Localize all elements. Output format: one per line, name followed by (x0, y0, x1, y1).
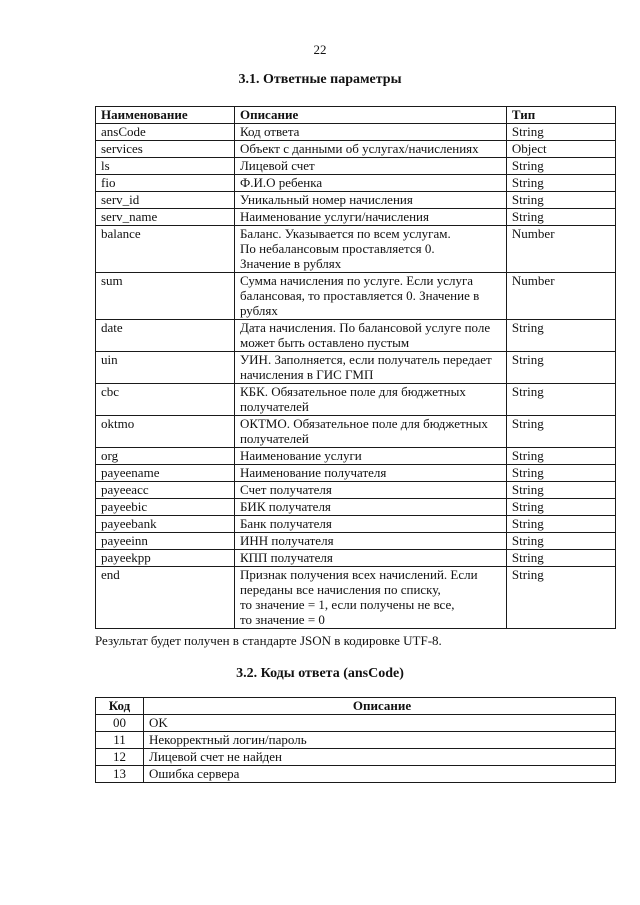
response-code-description: Некорректный логин/пароль (144, 732, 616, 749)
param-name: date (96, 320, 235, 352)
param-description: УИН. Заполняется, если получатель передает начисления в ГИС ГМП (234, 352, 506, 384)
param-type: String (506, 499, 615, 516)
param-name: uin (96, 352, 235, 384)
table-header-row (96, 107, 616, 124)
column-header-type: Тип (506, 107, 615, 124)
param-type: String (506, 192, 615, 209)
param-name: org (96, 448, 235, 465)
table-row (96, 715, 616, 732)
response-code-description: Лицевой счет не найден (144, 749, 616, 766)
table-row (96, 499, 616, 516)
table-row (96, 465, 616, 482)
param-type: String (506, 482, 615, 499)
column-header-description: Описание (144, 698, 616, 715)
param-type: Number (506, 226, 615, 273)
table-row (96, 567, 616, 629)
param-description: Объект с данными об услугах/начислениях (234, 141, 506, 158)
param-description: Признак получения всех начислений. Если переданы все начисления по списку, то значение = 1, если получены не все, то значение = 0 (234, 567, 506, 629)
page-number: 22 (313, 42, 327, 57)
table-row (96, 141, 616, 158)
result-format-note: Результат будет получен в стандарте JSON в кодировке UTF-8. (95, 633, 442, 648)
section-title-response-codes: 3.2. Коды ответа (ansCode) (236, 666, 404, 681)
param-description: Наименование услуги/начисления (234, 209, 506, 226)
param-name: payeebank (96, 516, 235, 533)
param-name: ansCode (96, 124, 235, 141)
param-type: String (506, 516, 615, 533)
response-codes-table (95, 697, 616, 783)
table-row (96, 320, 616, 352)
table-row (96, 516, 616, 533)
param-type: String (506, 567, 615, 629)
response-codes-body (96, 715, 616, 783)
param-description: Код ответа (234, 124, 506, 141)
param-type: Object (506, 141, 615, 158)
param-description: КБК. Обязательное поле для бюджетных получателей (234, 384, 506, 416)
param-description: КПП получателя (234, 550, 506, 567)
table-row (96, 448, 616, 465)
param-name: balance (96, 226, 235, 273)
param-name: payeeinn (96, 533, 235, 550)
param-name: payeename (96, 465, 235, 482)
param-type: String (506, 175, 615, 192)
table-row (96, 482, 616, 499)
response-code: 00 (96, 715, 144, 732)
param-description: Счет получателя (234, 482, 506, 499)
param-name: oktmo (96, 416, 235, 448)
param-type: String (506, 448, 615, 465)
column-header-code: Код (96, 698, 144, 715)
table-row (96, 732, 616, 749)
table-header-row (96, 698, 616, 715)
param-type: String (506, 352, 615, 384)
table-row (96, 124, 616, 141)
param-name: ls (96, 158, 235, 175)
param-type: String (506, 550, 615, 567)
column-header-description: Описание (234, 107, 506, 124)
param-name: payeeacc (96, 482, 235, 499)
param-type: String (506, 158, 615, 175)
table-row (96, 175, 616, 192)
response-params-table (95, 106, 616, 629)
param-description: Лицевой счет (234, 158, 506, 175)
table-row (96, 384, 616, 416)
param-type: Number (506, 273, 615, 320)
param-description: Сумма начисления по услуге. Если услуга балансовая, то проставляется 0. Значение в рублях (234, 273, 506, 320)
param-type: String (506, 384, 615, 416)
table-row (96, 192, 616, 209)
param-type: String (506, 124, 615, 141)
table-row (96, 550, 616, 567)
param-name: sum (96, 273, 235, 320)
param-description: Уникальный номер начисления (234, 192, 506, 209)
param-type: String (506, 320, 615, 352)
param-name: fio (96, 175, 235, 192)
response-code: 12 (96, 749, 144, 766)
table-row (96, 533, 616, 550)
param-description: Баланс. Указывается по всем услугам. По небалансовым проставляется 0. Значение в рублях (234, 226, 506, 273)
param-description: Наименование получателя (234, 465, 506, 482)
param-name: serv_name (96, 209, 235, 226)
param-description: БИК получателя (234, 499, 506, 516)
param-description: Ф.И.О ребенка (234, 175, 506, 192)
column-header-name: Наименование (96, 107, 235, 124)
param-type: String (506, 465, 615, 482)
param-name: payeebic (96, 499, 235, 516)
param-description: ИНН получателя (234, 533, 506, 550)
param-type: String (506, 416, 615, 448)
param-name: serv_id (96, 192, 235, 209)
response-code: 13 (96, 766, 144, 783)
response-code: 11 (96, 732, 144, 749)
table-row (96, 209, 616, 226)
param-description: Дата начисления. По балансовой услуге поле может быть оставлено пустым (234, 320, 506, 352)
param-description: ОКТМО. Обязательное поле для бюджетных получателей (234, 416, 506, 448)
param-description: Банк получателя (234, 516, 506, 533)
table-row (96, 766, 616, 783)
table-row (96, 273, 616, 320)
response-code-description: Ошибка сервера (144, 766, 616, 783)
response-params-body (96, 124, 616, 629)
param-name: end (96, 567, 235, 629)
param-name: cbc (96, 384, 235, 416)
table-row (96, 749, 616, 766)
param-description: Наименование услуги (234, 448, 506, 465)
param-name: services (96, 141, 235, 158)
table-row (96, 352, 616, 384)
table-row (96, 226, 616, 273)
table-row (96, 416, 616, 448)
section-title-response-params: 3.1. Ответные параметры (238, 72, 402, 87)
table-row (96, 158, 616, 175)
response-code-description: OK (144, 715, 616, 732)
param-name: payeekpp (96, 550, 235, 567)
param-type: String (506, 209, 615, 226)
param-type: String (506, 533, 615, 550)
